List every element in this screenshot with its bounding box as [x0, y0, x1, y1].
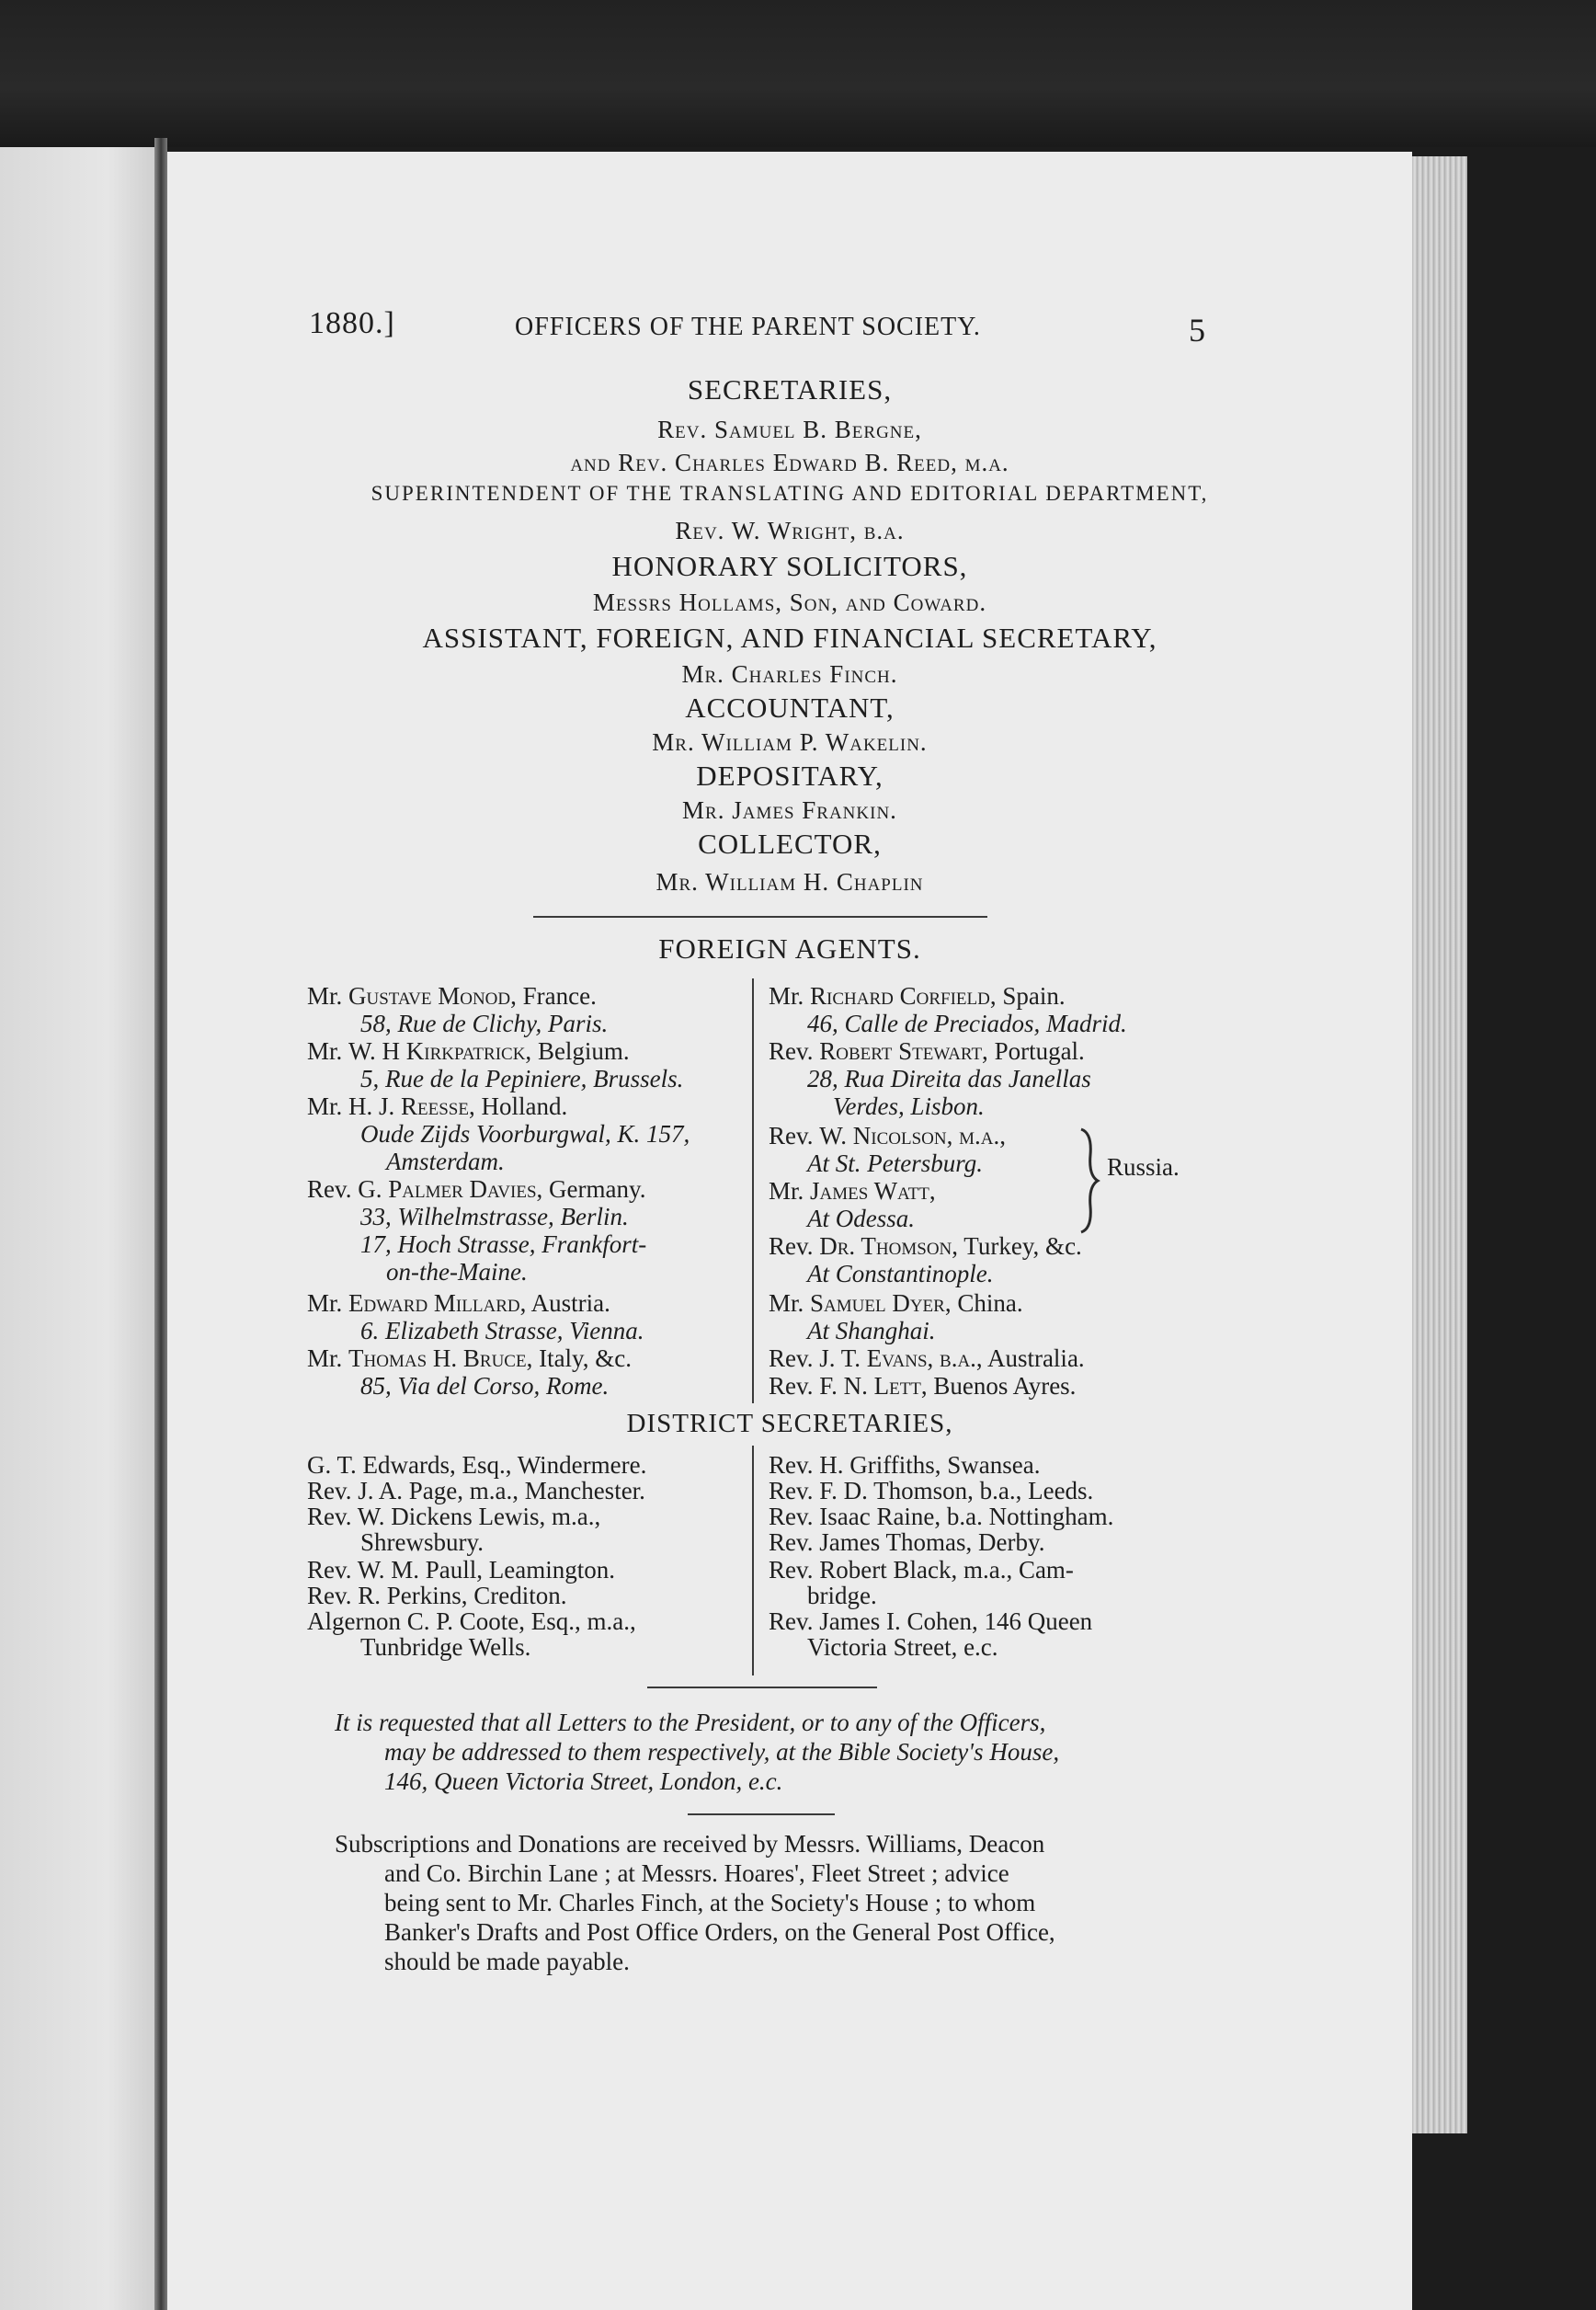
agent-name: Samuel Dyer, — [810, 1289, 952, 1317]
agent-place: Italy, &c. — [539, 1344, 633, 1372]
agent-place: Holland. — [481, 1092, 568, 1120]
facing-page-edge — [0, 147, 154, 2310]
agent-address: 17, Hoch Strasse, Frankfort- — [360, 1230, 647, 1258]
district-secretary-continued: Victoria Street, e.c. — [807, 1633, 998, 1661]
officer-name: Mr. William P. Wakelin. — [652, 728, 928, 756]
running-head-title: OFFICERS OF THE PARENT SOCIETY. — [515, 313, 981, 341]
subscriptions-note-line: should be made payable. — [384, 1948, 630, 1975]
agent-address: 5, Rue de la Pepiniere, Brussels. — [360, 1065, 684, 1092]
officer-name: Rev. W. Wright, b.a. — [675, 517, 905, 544]
officer-name: Mr. James Frankin. — [682, 796, 897, 824]
brace-label: Russia. — [1107, 1153, 1180, 1181]
agent-name: J. T. Evans, b.a., — [819, 1344, 983, 1372]
district-secretaries-heading: DISTRICT SECRETARIES, — [626, 1409, 953, 1438]
agent-name: Dr. Thomson, — [819, 1232, 959, 1260]
agent-title: Rev. — [769, 1122, 814, 1149]
agent-title: Mr. — [769, 1289, 804, 1317]
district-secretary-continued: bridge. — [807, 1582, 877, 1609]
request-note-line: It is requested that all Letters to the President, or to any of the Officers, — [335, 1709, 1046, 1736]
agent-address: 6. Elizabeth Strasse, Vienna. — [360, 1317, 644, 1344]
page-stack-edge — [1412, 156, 1467, 2133]
agent-name: Robert Stewart, — [819, 1037, 988, 1065]
officer-heading: ACCOUNTANT, — [685, 692, 895, 724]
officer-heading: ASSISTANT, FOREIGN, AND FINANCIAL SECRETARY, — [422, 622, 1157, 654]
officer-name: Mr. Charles Finch. — [681, 660, 898, 688]
agent-title: Mr. — [307, 1289, 343, 1317]
agent-title: Mr. — [769, 1177, 804, 1205]
officer-heading: DEPOSITARY, — [696, 760, 884, 792]
district-secretary: Rev. W. Dickens Lewis, m.a., — [307, 1503, 601, 1530]
officer-name: Rev. Samuel B. Bergne, — [657, 416, 922, 443]
district-secretary: Rev. James Thomas, Derby. — [769, 1528, 1045, 1556]
section-divider — [688, 1813, 835, 1815]
agent-address: 58, Rue de Clichy, Paris. — [360, 1010, 609, 1037]
agent-name: H. J. Reesse, — [348, 1092, 475, 1120]
agent-name: Thomas H. Bruce, — [348, 1344, 533, 1372]
officer-heading: SECRETARIES, — [687, 373, 893, 406]
agent-address: At St. Petersburg. — [807, 1149, 983, 1177]
district-secretary: Rev. Isaac Raine, b.a. Nottingham. — [769, 1503, 1114, 1530]
district-secretary: Rev. W. M. Paull, Leamington. — [307, 1556, 615, 1584]
agent-address: on-the-Maine. — [386, 1258, 528, 1286]
page-number: 5 — [1189, 312, 1205, 349]
district-secretary: Rev. F. D. Thomson, b.a., Leeds. — [769, 1477, 1094, 1504]
agent-entry — [769, 1122, 1006, 1149]
agent-name: Edward Millard, — [348, 1289, 527, 1317]
agent-title: Mr. — [307, 1092, 343, 1120]
request-note-line: 146, Queen Victoria Street, London, e.c. — [384, 1767, 783, 1795]
agent-entry — [769, 1037, 1085, 1065]
district-secretary: Rev. R. Perkins, Crediton. — [307, 1582, 567, 1609]
column-divider — [752, 978, 754, 1403]
agent-place: Turkey, &c. — [963, 1232, 1082, 1260]
subscriptions-note-line: being sent to Mr. Charles Finch, at the Society's House ; to whom — [384, 1889, 1036, 1916]
scanner-background-right — [1467, 147, 1596, 2310]
agent-place: Portugal. — [994, 1037, 1085, 1065]
subscriptions-note-line: Banker's Drafts and Post Office Orders, on the General Post Office, — [384, 1918, 1055, 1946]
agent-entry — [769, 1232, 1082, 1260]
agent-title: Mr. — [307, 982, 343, 1010]
agent-name: W. H Kirkpatrick, — [348, 1037, 532, 1065]
officer-heading: COLLECTOR, — [698, 828, 882, 860]
agent-entry — [769, 1344, 1085, 1372]
agent-place: Australia. — [986, 1344, 1085, 1372]
agent-entry — [307, 1092, 567, 1120]
agent-place: China. — [957, 1289, 1023, 1317]
agent-address: Amsterdam. — [386, 1148, 505, 1175]
agent-name: G. Palmer Davies, — [358, 1175, 543, 1203]
agent-address: 28, Rua Direita das Janellas — [807, 1065, 1091, 1092]
running-head-year: 1880.] — [309, 306, 395, 340]
agent-name: Gustave Monod, — [348, 982, 517, 1010]
agent-entry — [769, 982, 1066, 1010]
agent-entry — [769, 1372, 1076, 1400]
agent-address: At Shanghai. — [807, 1317, 936, 1344]
agent-entry — [307, 1037, 630, 1065]
book-gutter — [154, 138, 167, 2310]
agent-address: At Constantinople. — [807, 1260, 994, 1287]
district-secretary: Algernon C. P. Coote, Esq., m.a., — [307, 1607, 636, 1635]
agent-entry — [769, 1177, 936, 1205]
subscriptions-note-line: and Co. Birchin Lane ; at Messrs. Hoares', Fleet Street ; advice — [384, 1859, 1009, 1887]
agent-title: Rev. — [769, 1232, 814, 1260]
agent-title: Mr. — [307, 1344, 343, 1372]
agent-address: Oude Zijds Voorburgwal, K. 157, — [360, 1120, 690, 1148]
agent-place: Austria. — [530, 1289, 610, 1317]
agent-place: Spain. — [1002, 982, 1066, 1010]
agent-entry — [307, 982, 597, 1010]
section-divider — [647, 1687, 877, 1688]
officer-name: Messrs Hollams, Son, and Coward. — [592, 589, 987, 616]
agent-title: Rev. — [769, 1037, 814, 1065]
district-secretary: Rev. Robert Black, m.a., Cam- — [769, 1556, 1074, 1584]
agent-name: Richard Corfield, — [810, 982, 997, 1010]
agent-address: Verdes, Lisbon. — [833, 1092, 985, 1120]
agent-title: Rev. — [307, 1175, 352, 1203]
agent-entry — [307, 1289, 610, 1317]
officer-name: and Rev. Charles Edward B. Reed, m.a. — [570, 449, 1009, 476]
agent-place: Germany. — [549, 1175, 646, 1203]
agent-address: At Odessa. — [807, 1205, 915, 1232]
section-divider — [533, 916, 987, 918]
agent-place: Belgium. — [537, 1037, 630, 1065]
agent-title: Rev. — [769, 1344, 814, 1372]
agent-title: Rev. — [769, 1372, 814, 1400]
agent-entry — [307, 1344, 632, 1372]
district-secretary-continued: Tunbridge Wells. — [360, 1633, 531, 1661]
agent-title: Mr. — [769, 982, 804, 1010]
foreign-agents-heading: FOREIGN AGENTS. — [658, 932, 921, 965]
column-divider — [752, 1446, 754, 1675]
officer-heading: HONORARY SOLICITORS, — [611, 550, 968, 582]
subscriptions-note-line: Subscriptions and Donations are received by Messrs. Williams, Deacon — [335, 1830, 1045, 1858]
agent-name: James Watt, — [810, 1177, 936, 1205]
officer-name: Mr. William H. Chaplin — [656, 868, 924, 896]
request-note-line: may be addressed to them respectively, at the Bible Society's House, — [384, 1738, 1060, 1766]
agent-title: Mr. — [307, 1037, 343, 1065]
brace-icon — [1077, 1127, 1101, 1234]
officer-heading: SUPERINTENDENT OF THE TRANSLATING AND EDITORIAL DEPARTMENT, — [370, 482, 1209, 505]
scanner-background-top — [0, 0, 1596, 147]
agent-entry — [307, 1175, 645, 1203]
agent-address: 33, Wilhelmstrasse, Berlin. — [360, 1203, 629, 1230]
district-secretary: Rev. James I. Cohen, 146 Queen — [769, 1607, 1093, 1635]
agent-address: 46, Calle de Preciados, Madrid. — [807, 1010, 1127, 1037]
district-secretary: Rev. J. A. Page, m.a., Manchester. — [307, 1477, 645, 1504]
agent-entry — [769, 1289, 1023, 1317]
district-secretary: G. T. Edwards, Esq., Windermere. — [307, 1451, 647, 1479]
agent-place: Buenos Ayres. — [933, 1372, 1077, 1400]
district-secretary: Rev. H. Griffiths, Swansea. — [769, 1451, 1041, 1479]
district-secretary-continued: Shrewsbury. — [360, 1528, 484, 1556]
agent-place: France. — [522, 982, 597, 1010]
agent-address: 85, Via del Corso, Rome. — [360, 1372, 610, 1400]
agent-name: F. N. Lett, — [819, 1372, 928, 1400]
agent-name: W. Nicolson, m.a., — [819, 1122, 1006, 1149]
